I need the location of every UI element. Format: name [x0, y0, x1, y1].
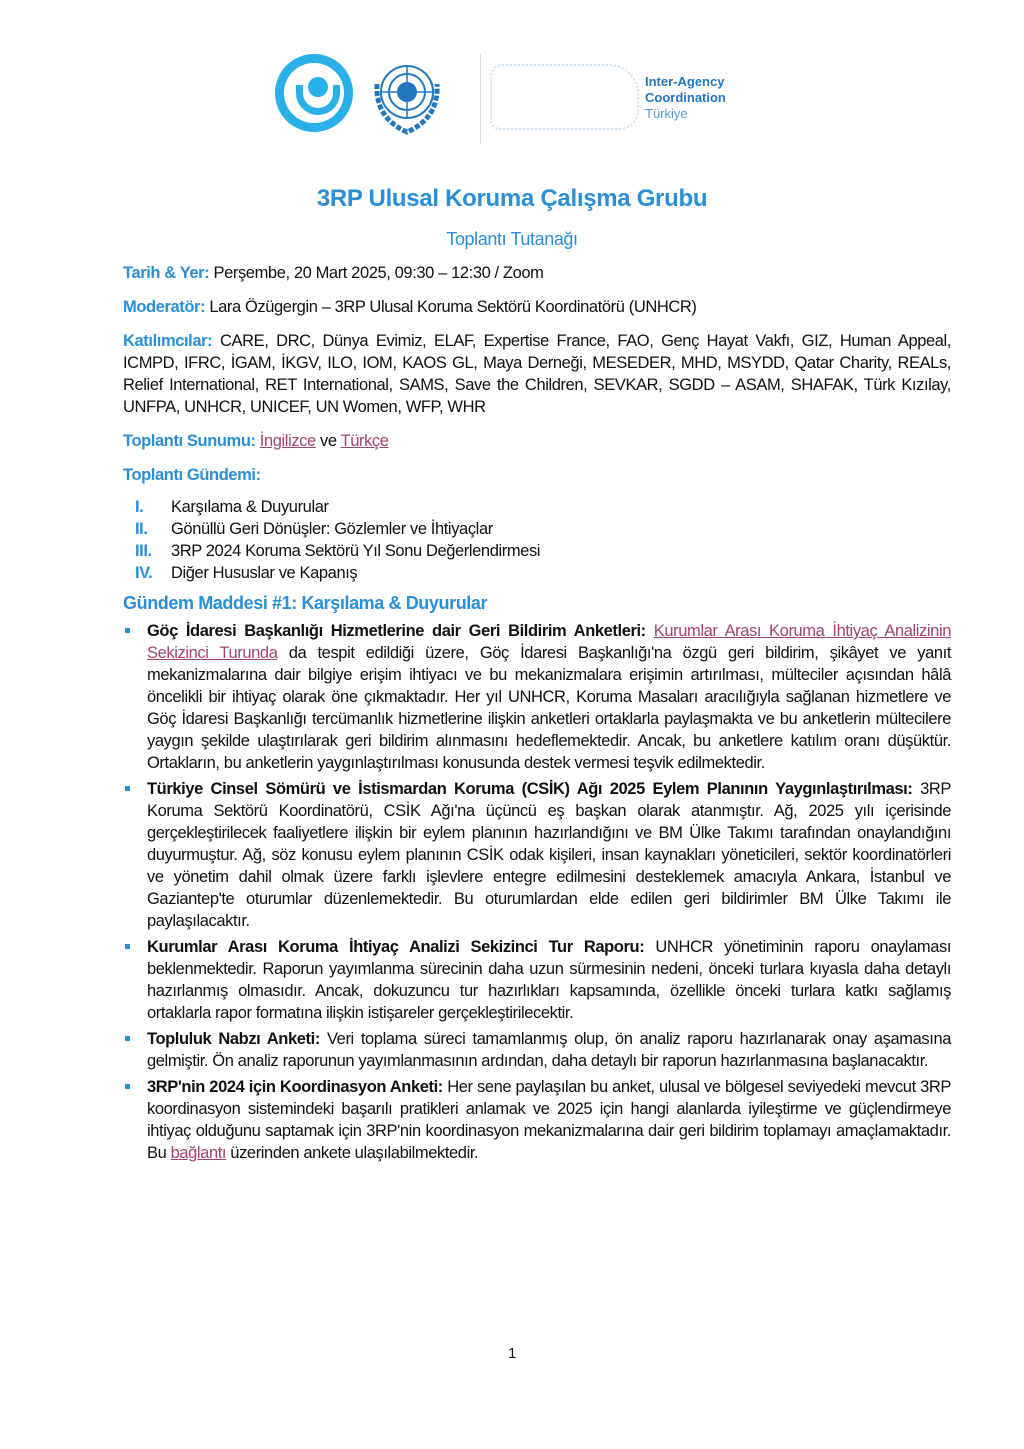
un-emblem-logo — [371, 54, 443, 138]
bullet-item — [123, 620, 951, 774]
needs-analysis-link[interactable]: Kurumlar Arası Koruma İhtiyaç Analizinin Sekizinci Turunda — [147, 622, 951, 662]
logo-line: Inter-Agency — [645, 74, 725, 89]
moderator-line — [123, 296, 951, 318]
bullet-item — [123, 1076, 951, 1164]
moderator-label: Moderatör: — [123, 298, 206, 316]
agenda-heading — [123, 464, 951, 486]
agenda-item — [135, 540, 951, 562]
bullet-title: Türkiye Cinsel Sömürü ve İstismardan Koruma (CSİK) Ağı 2025 Eylem Planının Yaygınlaştırılması: — [147, 780, 913, 798]
bullet-icon — [125, 786, 130, 791]
agenda-item — [135, 518, 951, 540]
survey-link[interactable]: bağlantı — [170, 1144, 227, 1162]
bullet-title: Kurumlar Arası Koruma İhtiyaç Analizi Sekizinci Tur Raporu: — [147, 938, 645, 956]
bullet-text: Veri toplama süreci tamamlanmış olup, ön analiz raporu hazırlanarak onay aşamasına gelmiştir. Ön analiz raporunun yayımlanmasının ardından, daha detaylı bir raporun hazırlanmasına başlanacaktır. — [147, 1030, 951, 1070]
agenda-text: Gönüllü Geri Dönüşler: Gözlemler ve İhtiyaçlar — [171, 520, 493, 538]
bullet-title: Topluluk Nabzı Anketi: — [147, 1030, 320, 1048]
logo-divider — [480, 54, 481, 144]
presentation-link-english[interactable]: İngilizce — [259, 432, 316, 450]
moderator-value: Lara Özügergin – 3RP Ulusal Koruma Sektörü Koordinatörü (UNHCR) — [209, 298, 697, 316]
date-value: Perşembe, 20 Mart 2025, 09:30 – 12:30 / Zoom — [213, 264, 544, 282]
date-line — [123, 262, 951, 284]
agenda-number: III. — [135, 542, 152, 560]
agenda-number: IV. — [135, 564, 153, 582]
logo-line: Türkiye — [645, 106, 688, 121]
header-logos — [275, 52, 745, 147]
participants-label: Katılımcılar: — [123, 332, 213, 350]
bullet-text: 3RP Koruma Sektörü Koordinatörü, CSİK Ağı'na üçüncü eş başkan olarak atanmıştır. Ağ, 2025 yılı içerisinde gerçekleştirilecek faaliyetlere ilişkin bir eylem planının hazırlandığını ve BM Ülke Takımı tarafından onaylandığını duyurmuştur. Ağ, söz konusu eylem planının CSİK odak kişileri, insan kaynakları yöneticileri, sektör koordinatörleri ve yönetim dahil olmak üzere farklı işlevlere entegre edilmesini desteklemek amacıyla Ankara, İstanbul ve Gaziantep'te oturumlar düzenlemektedir. Bu oturumlardan elde edilen geri bildirimler BM Ülke Takımı ile paylaşılacaktır. — [147, 780, 952, 930]
logo-line: Coordination — [645, 90, 726, 105]
bullet-title: 3RP'nin 2024 için Koordinasyon Anketi: — [147, 1078, 443, 1096]
inter-agency-logo-text — [645, 74, 726, 122]
bullet-text: da tespit edildiği üzere, Göç İdaresi Başkanlığı'na özgü geri bildirim, şikâyet ve yanıt mekanizmalarına dair bilgiye erişim ihtiyacı ve bu mekanizmalara erişimin artırılması, mülteciler açısından hâlâ öncelikli bir ihtiyaç olarak öne çıkmaktadır. Her yıl UNHCR, Koruma Masaları aracılığıyla sağlanan hizmetlere ve Göç İdaresi Başkanlığı tercümanlık hizmetlerine ilişkin anketleri ortaklarla paylaşmakta ve bu anketlerin mültecilere yaygın şekilde ulaştırılarak geri bildirim alınmasını hedeflemektedir. Ancak, bu anketlere katılım oranı düşüktür. Ortakların, bu anketlerin yaygınlaştırılması konusunda destek vermesi teşvik edilmektedir. — [147, 644, 952, 772]
agenda-number: I. — [135, 498, 144, 516]
bullet-text: Her sene paylaşılan bu anket, ulusal ve bölgesel seviyedeki mevcut 3RP koordinasyon sistemindeki başarılı pratikleri anlamak ve 2025 için hangi alanlarda iyileştirme ve güçlendirmeye ihtiyaç olduğunu saptamak için 3RP'nin koordinasyon mekanizmalarına dair geri bildirim toplamayı amaçlamaktadır. Bu — [147, 1078, 951, 1162]
turkiye-map-outline — [490, 64, 639, 130]
document-body — [123, 262, 951, 1168]
presentation-line — [123, 430, 951, 452]
bullet-item — [123, 1028, 951, 1072]
bullet-text: UNHCR yönetiminin raporu onaylaması beklenmektedir. Raporun yayımlanma sürecinin daha uzun sürmesinin nedeni, önceki turlara kıyasla daha detaylı hazırlanmış olmasıdır. Ancak, dokuzuncu tur hazırlıkları kapsamında, özellikle önceki turlara katkı sağlamış ortaklarla rapor formatına ilişkin istişareler gerçekleştirilecektir. — [147, 938, 952, 1022]
agenda-text: Karşılama & Duyurular — [171, 498, 329, 516]
bullet-icon — [125, 944, 130, 949]
presentation-link-turkish[interactable]: Türkçe — [340, 432, 389, 450]
bullet-item — [123, 936, 951, 1024]
presentation-label: Toplantı Sunumu: — [123, 432, 256, 450]
agenda-label: Toplantı Gündemi: — [123, 466, 261, 484]
agenda-number: II. — [135, 520, 148, 538]
bullet-icon — [125, 1084, 130, 1089]
page-number: 1 — [508, 1345, 516, 1362]
agenda-text: 3RP 2024 Koruma Sektörü Yıl Sonu Değerlendirmesi — [171, 542, 541, 560]
participants-line — [123, 330, 951, 418]
agenda-item — [135, 562, 951, 584]
and-text: ve — [320, 432, 337, 450]
document-subtitle: Toplantı Tutanağı — [446, 229, 578, 249]
bullet-item — [123, 778, 951, 932]
agenda-item — [135, 496, 951, 518]
unhcr-logo — [275, 54, 353, 132]
participants-value: CARE, DRC, Dünya Evimiz, ELAF, Expertise France, FAO, Genç Hayat Vakfı, GIZ, Human Appeal, ICMPD, IFRC, İGAM, İKGV, ILO, IOM, KAOS GL, Maya Derneği, MESEDER, MHD, MSYDD, Qatar Charity, REALs, Relief International, RET International, SAMS, Save the Children, SEVKAR, SGDD – ASAM, SHAFAK, Türk Kızılay, UNFPA, UNHCR, UNICEF, UN Women, WFP, WHR — [123, 332, 951, 416]
section-heading: Gündem Maddesi #1: Karşılama & Duyurular — [123, 593, 488, 613]
section-bullets — [123, 620, 951, 1164]
bullet-text: üzerinden ankete ulaşılabilmektedir. — [230, 1144, 479, 1162]
date-label: Tarih & Yer: — [123, 264, 210, 282]
bullet-icon — [125, 1036, 130, 1041]
bullet-title: Göç İdaresi Başkanlığı Hizmetlerine dair Geri Bildirim Anketleri: — [147, 622, 646, 640]
agenda-list — [135, 496, 951, 584]
bullet-icon — [125, 628, 130, 633]
agenda-text: Diğer Hususlar ve Kapanış — [171, 564, 358, 582]
document-title: 3RP Ulusal Koruma Çalışma Grubu — [316, 185, 708, 212]
